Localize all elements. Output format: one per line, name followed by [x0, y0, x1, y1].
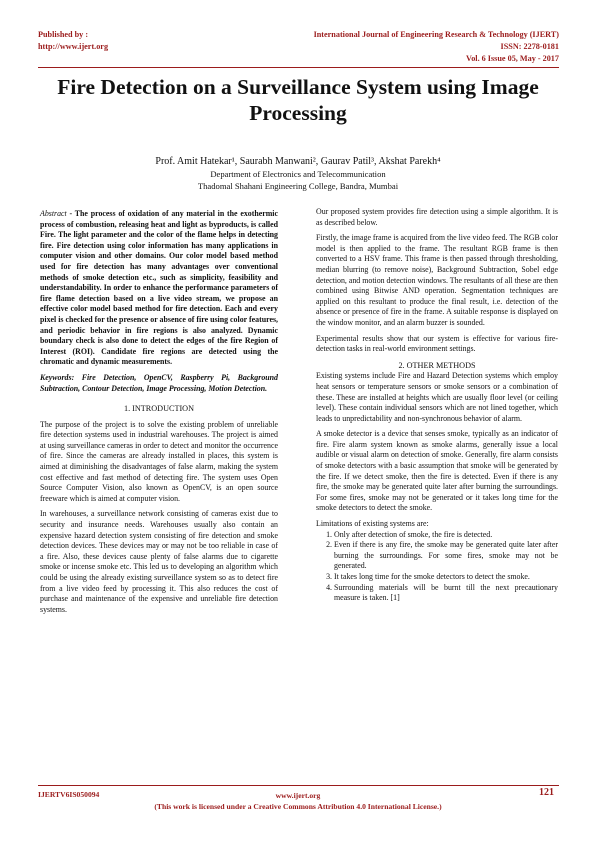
journal-url-link[interactable]: http://www.ijert.org: [38, 42, 109, 51]
other-methods-paragraph-2: A smoke detector is a device that senses smoke, typically as an indicator of fire. Fire alarm system known as smoke alarms, generally issue a local audible or visual alarm on detection of smoke. Generally, fire alarm consists of smoke detectors with a basic assumption that smoke will be generated by the fire. If we detect smoke, then the fire is detected. Even if there is any fire, the smoke may be generated quite later after burning the surroundings. For some fires, smoke may not be generated or it takes long time for the smoke detectors to detect the smoke.: [316, 429, 558, 513]
department: Department of Electronics and Telecommunication: [210, 169, 386, 179]
license-note: (This work is licensed under a Creative Commons Attribution 4.0 International License.): [154, 802, 442, 811]
limitations-list: [316, 530, 558, 604]
footer-url-link[interactable]: www.ijert.org: [275, 791, 321, 800]
author-list: Prof. Amit Hatekar¹, Saurabh Manwani², Gaurav Patil³, Akshat Parekh⁴: [155, 156, 441, 167]
header-rule: [38, 67, 559, 68]
intro-paragraph-1: The purpose of the project is to solve the existing problem of unreliable fire detection systems used in industrial warehouses. The project is aimed at using surveillance cameras in order to detect and monitor the occurrence of fire. Since the cameras are already installed in places, this system is aimed at diminishing the disadvantages of false alarm, making the system cost effective and fast method of detecting fire. The system uses Open Source Computer Vision, also known as OpenCV, is an open source freeware which is aimed at computer vision.: [40, 419, 278, 503]
journal-name: International Journal of Engineering Research & Technology (IJERT): [313, 30, 559, 39]
abstract-text: - The process of oxidation of any material in the exothermic process of combustion, releasing heat and light as byproducts, is called Fire. The light parameter and the color of the flame helps in detecting fire. Fire detection using color information has many applications in computer vision and other domains. Our color model based method used for fire detection has many advantages over conventional methods of smoke detection etc., such as simplicity, feasibility and understandability. In order to enhance the performance parameters of fire flame detection based on a live video stream, we propose an effective color model based method for fire detection. Each and every pixel is checked for the presence or absence of fire using color features, and periodic behavior in fire regions is also analyzed. Dynamic boundary check is also done to detect the edges of the fire Region of Interest (ROI). Candidate fire regions are detected using the chromatic and dynamic measurements.: [40, 209, 278, 367]
keywords: Keywords: Fire Detection, OpenCV, Raspberry Pi, Background Subtraction, Contour Detection, Image Processing, Motion Detection.: [40, 372, 278, 393]
right-paragraph-2: Firstly, the image frame is acquired from the live video feed. The RGB color model is then applied to the frame. The resultant RGB frame is then converted to a HSV frame. This frame is then passed through thresholding, median blurring (to remove noise), Background Subtraction, Sobel edge detection, and motion detection windows. The resultants of all these are then combined using Bitwise AND operation. Segmentation techniques are applied on this resultant to produce the final result, i.e. detection of the absence or presence of fire in the frame. A suitable response is displayed on the window monitor, and an alarm buzzer is sounded.: [316, 233, 558, 327]
affiliation: [0, 169, 596, 192]
paper-id: IJERTV6IS050094: [38, 790, 100, 799]
section-heading-introduction: 1. INTRODUCTION: [123, 404, 195, 414]
abstract: [40, 209, 278, 368]
header-left: [38, 29, 108, 53]
right-column: [316, 207, 558, 604]
page-number: 121: [539, 787, 554, 798]
list-item: 2. Even if there is any fire, the smoke may be generated quite later after burning the surroundings. For some fires, smoke may not be generated.: [334, 540, 558, 572]
footer-center: [0, 790, 596, 812]
left-column: [40, 209, 278, 620]
issn: ISSN: 2278-0181: [500, 42, 559, 51]
college: Thadomal Shahani Engineering College, Bandra, Mumbai: [197, 180, 399, 191]
volume-issue: Vol. 6 Issue 05, May - 2017: [466, 54, 559, 63]
footer-rule: [38, 785, 559, 786]
limitations-label: Limitations of existing systems are:: [316, 519, 429, 529]
other-methods-paragraph-1: Existing systems include Fire and Hazard Detection systems which employ heat sensors or temperature sensors or smoke sensors or a combination of these. These are installed at heights which are usually floor level (or ceiling level). These contain individual sensors which are not lined together, which leads to unpredictability and non-synchronous behavior of alarm.: [316, 371, 558, 423]
list-item: 4. Surrounding materials will be burnt till the next precautionary measure is taken. [1]: [334, 583, 558, 604]
published-by: Published by :: [38, 30, 89, 39]
paper-title: Fire Detection on a Surveillance System using Image Processing: [57, 75, 539, 125]
header-right: [314, 29, 559, 65]
right-paragraph-3: Experimental results show that our system is effective for various fire-detection tasks in real-world environment settings.: [316, 333, 558, 354]
intro-paragraph-2: In warehouses, a surveillance network consisting of cameras exist due to security and insurance needs. Warehouses usually also contain an expensive hazard detection system consisting of fire detection and smoke detection devices. These devices may or may not be too reliable in case of a fire. Also, these devices cause plenty of false alarms due to cigarette smoke or incense smoke etc. This led us to developing an algorithm which could be using the already existing surveillance system so as to detect fire from a live video feed by processing it. This also reduces the cost of purchase and maintenance of the expensive and unreliable fire detection systems.: [40, 509, 278, 614]
list-item: 3. It takes long time for the smoke detectors to detect the smoke.: [334, 572, 558, 583]
abstract-label: Abstract: [40, 209, 67, 218]
section-heading-other-methods: 2. OTHER METHODS: [398, 360, 476, 370]
right-paragraph-1: Our proposed system provides fire detection using a simple algorithm. It is as described below.: [316, 207, 558, 227]
list-item: 1. Only after detection of smoke, the fire is detected.: [334, 530, 558, 541]
